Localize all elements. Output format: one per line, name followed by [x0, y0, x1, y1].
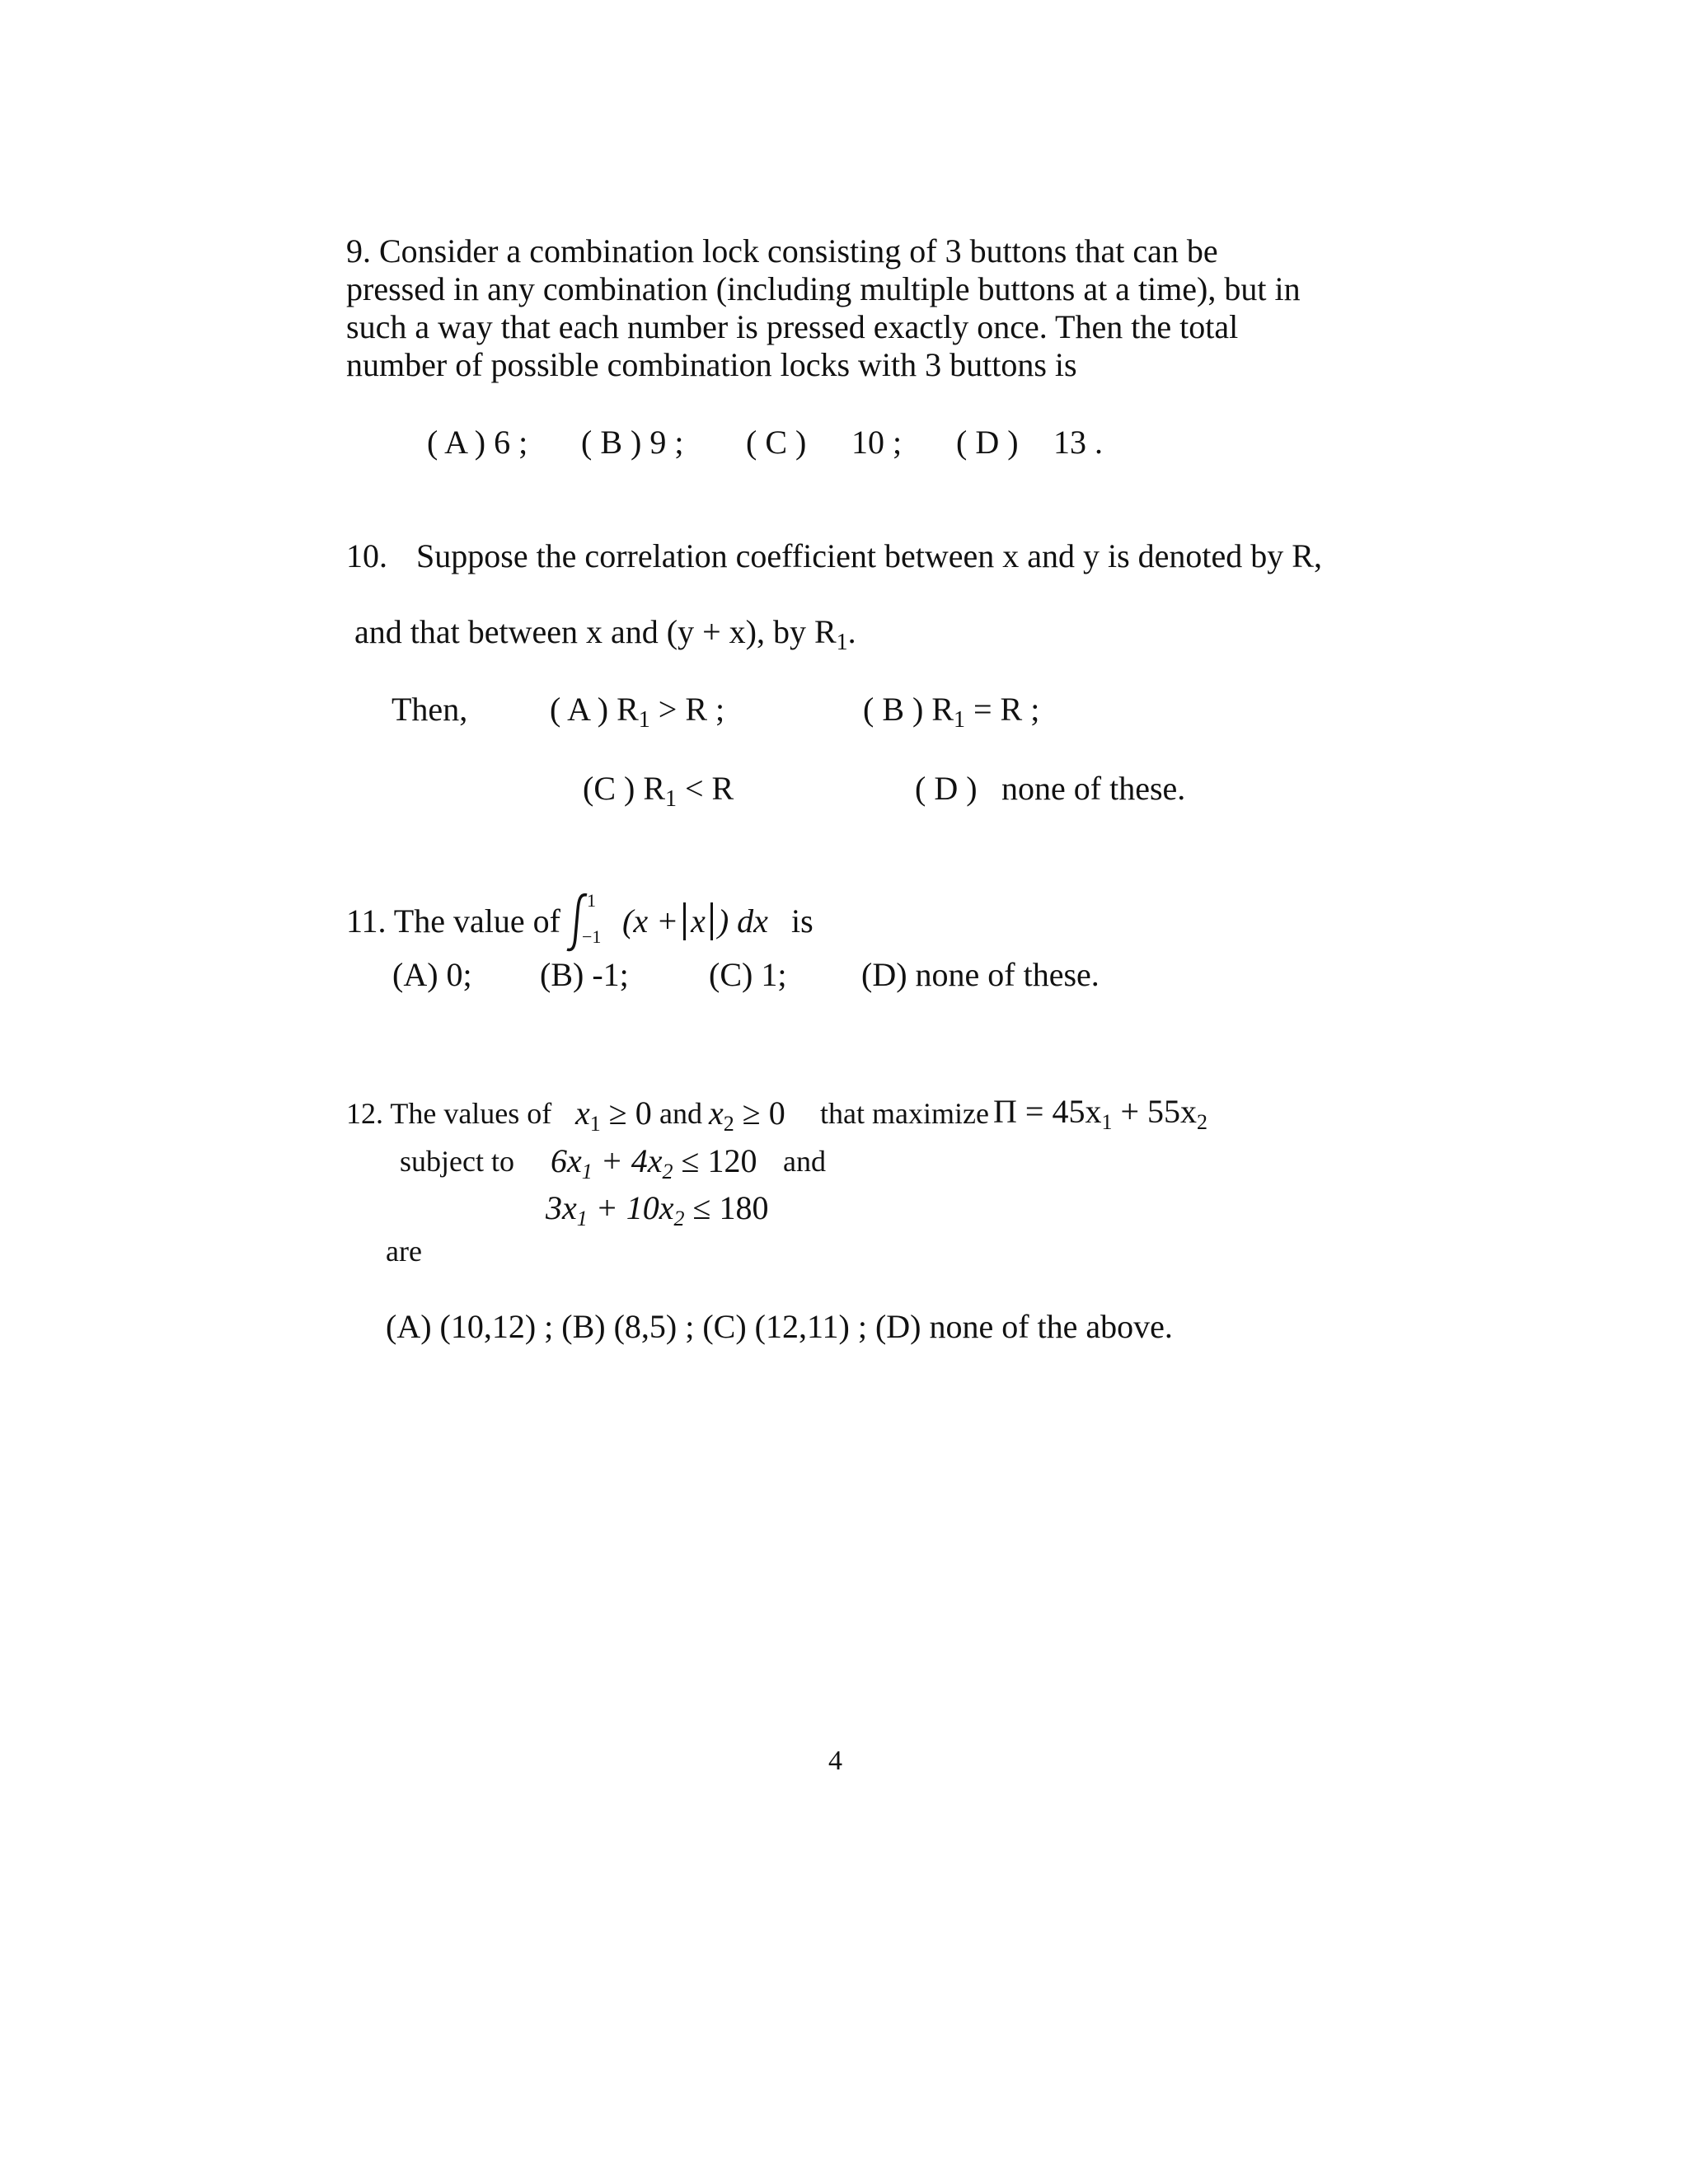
q10-line-2-end: . [847, 613, 856, 650]
q12-are: are [386, 1235, 422, 1268]
q10-option-d-label: ( D ) [915, 770, 978, 807]
q12-objective-b: + 55x [1112, 1093, 1198, 1130]
q10-line-2 [354, 613, 856, 655]
q10-option-b-sub: 1 [954, 707, 965, 733]
q12-c1-b: + 4x [592, 1142, 663, 1179]
q12-x1-var: x [575, 1094, 590, 1132]
q10-line-2-sub: 1 [836, 630, 848, 655]
q9-option-d-value: 13 . [1053, 424, 1103, 461]
q10-option-b-rest: = R ; [965, 691, 1040, 728]
q12-x2-constraint [709, 1094, 785, 1136]
q11-suffix: is [791, 902, 814, 940]
q10-number: 10. [346, 537, 387, 574]
q12-x2-var: x [709, 1094, 724, 1132]
page-number: 4 [828, 1746, 842, 1776]
q12-constraint-1 [551, 1141, 757, 1183]
q12-constraint-2 [546, 1188, 769, 1230]
q11-integrand-x: x [691, 902, 706, 940]
q12-options: (A) (10,12) ; (B) (8,5) ; (C) (12,11) ; (D) none of the above. [386, 1308, 1173, 1345]
q12-x2-geq: ≥ 0 [734, 1094, 785, 1132]
q10-option-c-rest: < R [677, 770, 734, 807]
q9-option-d: ( D ) [956, 424, 1019, 461]
q9-line-1: 9. Consider a combination lock consisting of 3 buttons that can be [346, 232, 1218, 269]
q10-option-d-text: none of these. [1001, 770, 1186, 807]
q12-maximize: that maximize [820, 1097, 989, 1130]
q12-c2-c: ≤ 180 [684, 1189, 769, 1226]
q10-option-a [550, 691, 724, 733]
q11-integrand-close: ) dx [717, 902, 768, 940]
q12-c2-b: + 10x [587, 1189, 674, 1226]
q9-line-4: number of possible combination locks with 3 buttons is [346, 346, 1077, 383]
q11-option-b: (B) -1; [540, 956, 629, 993]
q12-objective-a: Π = 45x [993, 1093, 1102, 1130]
q10-option-a-rest: > R ; [649, 691, 725, 728]
q10-then: Then, [392, 691, 468, 728]
q12-subject-to: subject to [400, 1145, 514, 1178]
question-9 [346, 232, 1335, 384]
q10-option-b-label: ( B ) R [863, 691, 954, 728]
q12-prefix: 12. The values of [346, 1097, 552, 1130]
q9-option-c-value: 10 ; [851, 424, 903, 461]
q11-option-a: (A) 0; [392, 956, 472, 993]
q12-c1-sub-2: 2 [662, 1160, 673, 1183]
integral-lower-limit: −1 [582, 926, 602, 947]
q9-line-3: such a way that each number is pressed exactly once. Then the total [346, 308, 1239, 345]
q12-x1-sub: 1 [589, 1112, 601, 1136]
q9-option-b: ( B ) 9 ; [581, 424, 684, 461]
q11-integrand-open: (x + [622, 902, 679, 940]
abs-bar-left [683, 902, 686, 940]
q12-objective [993, 1092, 1208, 1134]
q9-line-2: pressed in any combination (including multiple buttons at a time), but in [346, 270, 1301, 307]
q12-objective-sub-1: 1 [1101, 1110, 1113, 1134]
q12-objective-sub-2: 2 [1197, 1110, 1208, 1134]
q11-prefix: 11. The value of [346, 902, 560, 940]
q12-c2-a: 3x [546, 1189, 577, 1226]
q12-x1-geq: ≥ 0 [600, 1094, 652, 1132]
q10-option-c-label: (C ) R [583, 770, 665, 807]
q10-option-c-sub: 1 [665, 786, 677, 812]
q12-c2-sub-1: 1 [576, 1207, 588, 1230]
q12-c1-sub-1: 1 [581, 1160, 593, 1183]
q11-option-c: (C) 1; [709, 956, 787, 993]
integral-upper-limit: 1 [587, 890, 596, 911]
q12-c1-a: 6x [551, 1142, 582, 1179]
q11-option-d: (D) none of these. [861, 956, 1100, 993]
q9-option-a: ( A ) 6 ; [427, 424, 528, 461]
q9-option-c: ( C ) [746, 424, 807, 461]
q12-and-2: and [783, 1145, 826, 1178]
q12-c2-sub-2: 2 [673, 1207, 685, 1230]
q12-x1-constraint [575, 1094, 652, 1136]
q10-option-a-label: ( A ) R [550, 691, 639, 728]
q12-x2-sub: 2 [723, 1112, 734, 1136]
q10-option-b [863, 691, 1039, 733]
q12-and-1: and [659, 1097, 702, 1130]
q10-line-1: Suppose the correlation coefficient between x and y is denoted by R, [416, 537, 1322, 574]
q11-integrand [622, 902, 768, 940]
q10-option-c [583, 770, 734, 812]
abs-bar-right [710, 902, 713, 940]
q12-c1-c: ≤ 120 [673, 1142, 757, 1179]
q10-option-a-sub: 1 [638, 707, 650, 733]
q10-line-2-text: and that between x and (y + x), by R [354, 613, 837, 650]
